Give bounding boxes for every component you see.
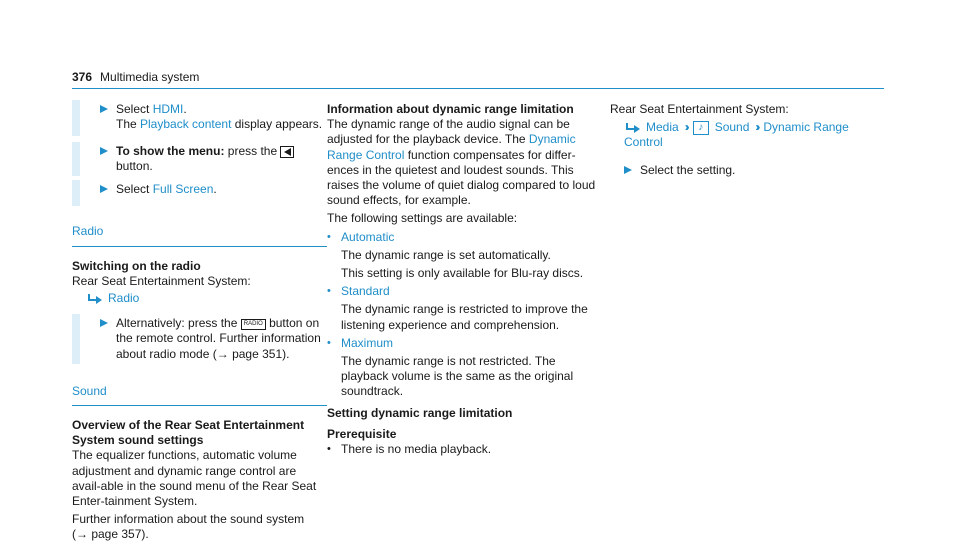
bullet-dot-icon: • <box>327 285 331 298</box>
step-bar <box>72 314 80 364</box>
music-note-icon: ♪ <box>693 121 709 135</box>
step-result <box>116 117 327 132</box>
step-bar <box>72 100 80 136</box>
option-automatic <box>327 230 597 282</box>
result-suffix: display appears. <box>231 117 323 132</box>
prerequisite-text: There is no media playback. <box>341 442 492 457</box>
step-text <box>116 102 327 117</box>
back-button-icon <box>280 146 294 158</box>
heading-prerequisite: Prerequisite <box>327 426 397 441</box>
column-left <box>72 102 327 543</box>
prerequisite-item <box>327 442 597 457</box>
step-text <box>116 182 327 197</box>
sound-body: The equalizer functions, automatic volume adjustment and dynamic range control are avail-able in the sound menu of the Rear Seat Enter-tainment System. <box>72 448 317 509</box>
reference-arrow: → <box>216 346 229 361</box>
step-radio-alternative <box>72 316 327 362</box>
step-text-a: Alternatively: press the <box>116 316 241 331</box>
triangle-right-icon <box>100 185 108 193</box>
option-desc-2: This setting is only available for Blu-ray discs. <box>341 266 584 281</box>
triangle-right-icon <box>624 166 632 174</box>
page-reference[interactable]: page 357). <box>88 527 149 542</box>
bullet-dot-icon: • <box>327 230 331 243</box>
column-middle <box>327 102 597 457</box>
triangle-right-icon <box>100 319 108 327</box>
step-text-b: button. <box>116 159 153 174</box>
menu-item-sound[interactable]: Sound <box>714 120 750 135</box>
page-reference[interactable]: page 351). <box>228 346 290 361</box>
step-prefix: Select <box>116 102 153 116</box>
page-title: Multimedia system <box>100 70 200 84</box>
step-select-setting <box>610 163 884 183</box>
step-text-b: button on the remote control. Further information about radio mode ( <box>116 316 321 361</box>
system-line: Rear Seat Entertainment System: <box>610 102 789 116</box>
subheading-sound-overview: Overview of the Rear Seat Entertainment System sound settings <box>72 418 305 448</box>
step-select-hdmi <box>72 102 327 134</box>
option-standard <box>327 284 597 333</box>
menu-item-radio[interactable]: Radio <box>108 291 140 306</box>
step-show-menu <box>72 144 327 174</box>
heading-setting-range: Setting dynamic range limitation <box>327 405 513 420</box>
menu-item-dynamic-range-control[interactable]: Dynamic Range Control <box>624 120 849 150</box>
link-hdmi[interactable]: HDMI <box>152 102 184 116</box>
menu-path <box>610 120 884 150</box>
option-desc: The dynamic range is set automatically. <box>341 247 551 262</box>
menu-path-arrow-icon <box>86 294 102 304</box>
step-bar <box>72 180 80 206</box>
column-right <box>610 102 884 183</box>
double-chevron-icon: ›› <box>755 120 758 135</box>
result-prefix: The <box>116 117 141 132</box>
section-divider <box>72 246 327 247</box>
step-prefix: Select <box>116 182 153 197</box>
section-heading-radio: Radio <box>72 224 104 239</box>
reference-arrow: → <box>76 527 88 542</box>
double-chevron-icon: ›› <box>684 120 687 135</box>
menu-path-arrow-icon <box>624 123 640 133</box>
intro-text <box>327 117 597 208</box>
option-name[interactable]: Maximum <box>341 335 394 350</box>
link-playback-content[interactable]: Playback content <box>140 117 232 132</box>
option-name[interactable]: Automatic <box>341 229 395 244</box>
option-desc: The dynamic range is restricted to improve the listening experience and comprehension. <box>341 302 588 332</box>
option-name[interactable]: Standard <box>341 284 390 299</box>
bullet-dot-icon: • <box>327 336 331 349</box>
triangle-right-icon <box>100 105 108 113</box>
step-text <box>116 316 327 362</box>
page-number: 376 <box>72 70 93 84</box>
intro-a: The dynamic range of the audio signal can be adjusted for the playback device. The <box>327 117 570 147</box>
step-text: Select the setting. <box>640 162 736 177</box>
link-full-screen[interactable]: Full Screen <box>152 182 214 197</box>
bullet-dot-icon: • <box>327 443 331 456</box>
step-bold: To show the menu: <box>116 144 225 158</box>
step-suffix: . <box>213 182 217 197</box>
triangle-right-icon <box>100 147 108 155</box>
heading-dynamic-range: Information about dynamic range limitation <box>327 102 574 116</box>
step-suffix: . <box>183 102 187 116</box>
following-settings: The following settings are available: <box>327 211 518 226</box>
step-text <box>116 144 327 174</box>
link-dynamic-range-control[interactable]: Dynamic Range Control <box>327 132 576 162</box>
sound-reference: (→ page 357). <box>72 527 149 542</box>
intro-b: function compensates for differ-ences in the quietest and loudest sounds. This raises the volume of quiet dialog compared to loud sound effects, for example. <box>327 147 596 208</box>
menu-item-media[interactable]: Media <box>646 120 679 135</box>
step-full-screen <box>72 182 327 204</box>
radio-button-icon: RADIO <box>241 319 266 330</box>
section-heading-sound: Sound <box>72 383 107 398</box>
section-divider <box>72 405 327 406</box>
step-text-a: press the <box>224 144 281 158</box>
page-header <box>72 70 199 85</box>
header-divider <box>72 88 884 89</box>
sound-more-info: Further information about the sound system <box>72 512 305 527</box>
option-maximum <box>327 336 597 400</box>
menu-path <box>72 291 327 306</box>
system-line: Rear Seat Entertainment System: <box>72 273 251 288</box>
step-bar <box>72 142 80 176</box>
option-desc: The dynamic range is not restricted. The playback volume is the same as the original soundtrack. <box>341 354 574 399</box>
subheading-switching-radio: Switching on the radio <box>72 258 201 273</box>
